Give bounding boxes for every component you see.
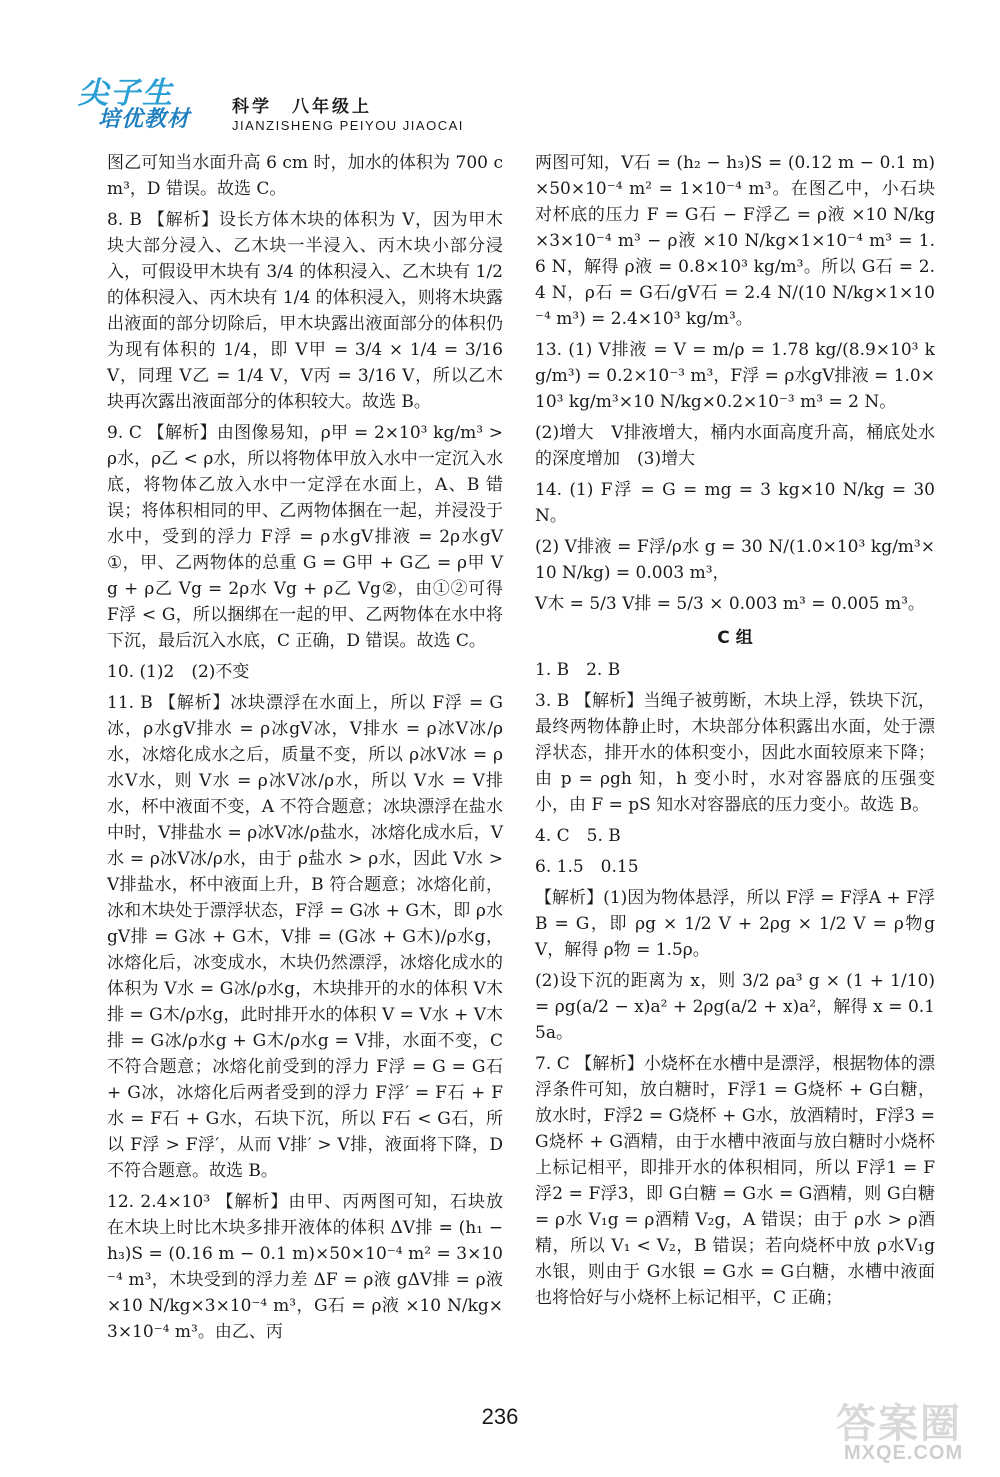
answer-13: 13. (1) V排液 = V = m/ρ = 1.78 kg/(8.9×10³ kg/m³) = 0.2×10⁻³ m³，F浮 = ρ水gV排液 = 1.0×10³ kg/m³×10 N/kg×0.2×10⁻³ m³ = 2 N。 bbox=[535, 340, 935, 412]
answer-c-6-part-1: 【解析】(1)因为物体悬浮，所以 F浮 = F浮A + F浮B = G，即 ρg × 1/2 V + 2ρg × 1/2 V = ρ物gV，解得 ρ物 = 1.5ρ。 bbox=[535, 888, 935, 960]
answer-c-4-5: 4. C 5. B bbox=[535, 826, 621, 846]
page-number: 236 bbox=[481, 1404, 519, 1429]
page-header bbox=[0, 0, 1000, 150]
series-logo bbox=[70, 68, 220, 134]
answer-8: 8. B 【解析】设长方体木块的体积为 V，因为甲木块大部分浸入、乙木块一半浸入、丙木块小部分浸入，可假设甲木块有 3/4 的体积浸入、乙木块有 1/2 的体积浸入、丙木块有 1/4 的体积浸入，则将木块露出液面的部分切除后，甲木块露出液面部分的体积仍为现有体积的 1/4，即 V甲 = 3/4 × 1/4 = 3/16 V，同理 V乙 = 1/4 V，V丙 = 3/16 V，所以乙木块再次露出液面部分的体积较大。故选 B。 bbox=[107, 210, 503, 412]
series-pinyin: JIANZISHENG PEIYOU JIAOCAI bbox=[232, 118, 464, 133]
answer-11: 11. B 【解析】冰块漂浮在水面上，所以 F浮 = G冰，ρ水gV排水 = ρ冰gV冰，V排水 = ρ冰V冰/ρ水，冰熔化成水之后，质量不变，所以 ρ冰V冰 = ρ水V水，则 V水 = ρ冰V冰/ρ水，所以 V水 = V排水，杯中液面不变，A 不符合题意；冰块漂浮在盐水中时，V排盐水 = ρ冰V冰/ρ盐水，冰熔化成水后，V水 = ρ冰V冰/ρ水，由于 ρ盐水 > ρ水，因此 V水 > V排盐水，杯中液面上升，B 符合题意；冰熔化前，冰和木块处于漂浮状态，F浮 = G冰 + G木，即 ρ水gV排 = G冰 + G木，V排 = (G冰 + G木)/ρ水g，冰熔化后，冰变成水，木块仍然漂浮，冰熔化成水的体积为 V水 = G冰/ρ水g，木块排开的水的体积 V木排 = G木/ρ水g，此时排开水的体积 V = V水 + V木排 = G冰/ρ水g + G木/ρ水g = V排，水面不变，C 不符合题意；冰熔化前受到的浮力 F浮 = G = G石 + G冰，冰熔化后两者受到的浮力 F浮′ = F石 + F水 = F石 + G水，石块下沉，所以 F石 < G石，所以 F浮 > F浮′，从而 V排′ > V排，液面将下降，D 不符合题意。故选 B。 bbox=[107, 693, 503, 1181]
answer-12-continued: 两图可知，V石 = (h₂ − h₃)S = (0.12 m − 0.1 m)×50×10⁻⁴ m² = 1×10⁻⁴ m³。在图乙中，小石块对杯底的压力 F = G石 − F浮乙 = ρ液 ×10 N/kg×3×10⁻⁴ m³ − ρ液 ×10 N/kg×1×10⁻⁴ m³ = 1.6 N，解得 ρ液 = 0.8×10³ kg/m³。所以 G石 = 2.4 N，ρ石 = G石/gV石 = 2.4 N/(10 N/kg×1×10⁻⁴ m³) = 2.4×10³ kg/m³。 bbox=[535, 153, 935, 329]
answer-13-part-2: (2)增大 V排液增大，桶内水面高度升高，桶底处水的深度增加 (3)增大 bbox=[535, 423, 935, 469]
answer-14-part-2: (2) V排液 = F浮/ρ水 g = 30 N/(1.0×10³ kg/m³×10 N/kg) = 0.003 m³， bbox=[535, 537, 935, 583]
answer-14-part-3: V木 = 5/3 V排 = 5/3 × 0.003 m³ = 0.005 m³。 bbox=[535, 594, 925, 614]
answer-c-7: 7. C 【解析】小烧杯在水槽中是漂浮，根据物体的漂浮条件可知，放白糖时，F浮1 = G烧杯 + G白糖，放水时，F浮2 = G烧杯 + G水，放酒精时，F浮3 = G烧杯 + G酒精，由于水槽中液面与放白糖时小烧杯上标记相平，即排开水的体积相同，所以 F浮1 = F浮2 = F浮3，即 G白糖 = G水 = G酒精，则 G白糖 = ρ水 V₁g = ρ酒精 V₂g，A 错误；由于 ρ水 > ρ酒精，所以 V₁ < V₂，B 错误；若向烧杯中放 ρ水V₁g 水银，则由于 G水银 = G水 = G白糖，水槽中液面也将恰好与小烧杯上标记相平，C 正确； bbox=[535, 1054, 935, 1308]
answer-c-6-part-2: (2)设下沉的距离为 x，则 3/2 ρa³ g × (1 + 1/10) = ρg(a/2 − x)a² + 2ρg(a/2 + x)a²，解得 x = 0.15a。 bbox=[535, 971, 935, 1043]
answer-c-6: 6. 1.5 0.15 bbox=[535, 857, 639, 877]
left-column bbox=[107, 150, 503, 1380]
section-c-heading: C 组 bbox=[717, 628, 753, 648]
right-column bbox=[535, 150, 935, 1380]
answer-7-continued: 图乙可知当水面升高 6 cm 时，加水的体积为 700 cm³，D 错误。故选 C。 bbox=[107, 153, 503, 199]
answer-14: 14. (1) F浮 = G = mg = 3 kg×10 N/kg = 30 N。 bbox=[535, 480, 935, 526]
answer-10: 10. (1)2 (2)不变 bbox=[107, 662, 250, 682]
watermark-url: MXQE.COM bbox=[844, 1442, 964, 1464]
logo-line-1: 尖子生 bbox=[78, 76, 174, 111]
watermark-logo bbox=[830, 1392, 970, 1472]
subject-grade: 科学 八年级上 bbox=[232, 97, 372, 117]
answer-9: 9. C 【解析】由图像易知，ρ甲 = 2×10³ kg/m³ > ρ水，ρ乙 < ρ水，所以将物体甲放入水中一定沉入水底，将物体乙放入水中一定浮在水面上，A、B 错误；将体积相同的甲、乙两物体捆在一起，并浸没于水中，受到的浮力 F浮 = ρ水gV排液 = 2ρ水gV①，甲、乙两物体的总重 G = G甲 + G乙 = ρ甲 Vg + ρ乙 Vg = 2ρ水 Vg + ρ乙 Vg②，由①②可得 F浮 < G，所以捆绑在一起的甲、乙两物体在水中将下沉，最后沉入水底，C 正确，D 错误。故选 C。 bbox=[107, 423, 503, 651]
watermark-text: 答案圈 bbox=[836, 1401, 962, 1447]
answer-c-3: 3. B 【解析】当绳子被剪断，木块上浮，铁块下沉，最终两物体静止时，木块部分体积露出水面，处于漂浮状态，排开水的体积变小，因此水面较原来下降；由 p = ρgh 知，h 变小时，水对容器底的压强变小，由 F = pS 知水对容器底的压力变小。故选 B。 bbox=[535, 691, 935, 815]
answer-12: 12. 2.4×10³ 【解析】由甲、丙两图可知，石块放在木块上时比木块多排开液体的体积 ΔV排 = (h₁ − h₃)S = (0.16 m − 0.1 m)×50×10⁻⁴ m² = 3×10⁻⁴ m³，木块受到的浮力差 ΔF = ρ液 gΔV排 = ρ液 ×10 N/kg×3×10⁻⁴ m³，G石 = ρ液 ×10 N/kg×3×10⁻⁴ m³。由乙、丙 bbox=[107, 1192, 503, 1342]
answer-c-1-2: 1. B 2. B bbox=[535, 660, 621, 680]
logo-line-2: 培优教材 bbox=[98, 107, 191, 132]
